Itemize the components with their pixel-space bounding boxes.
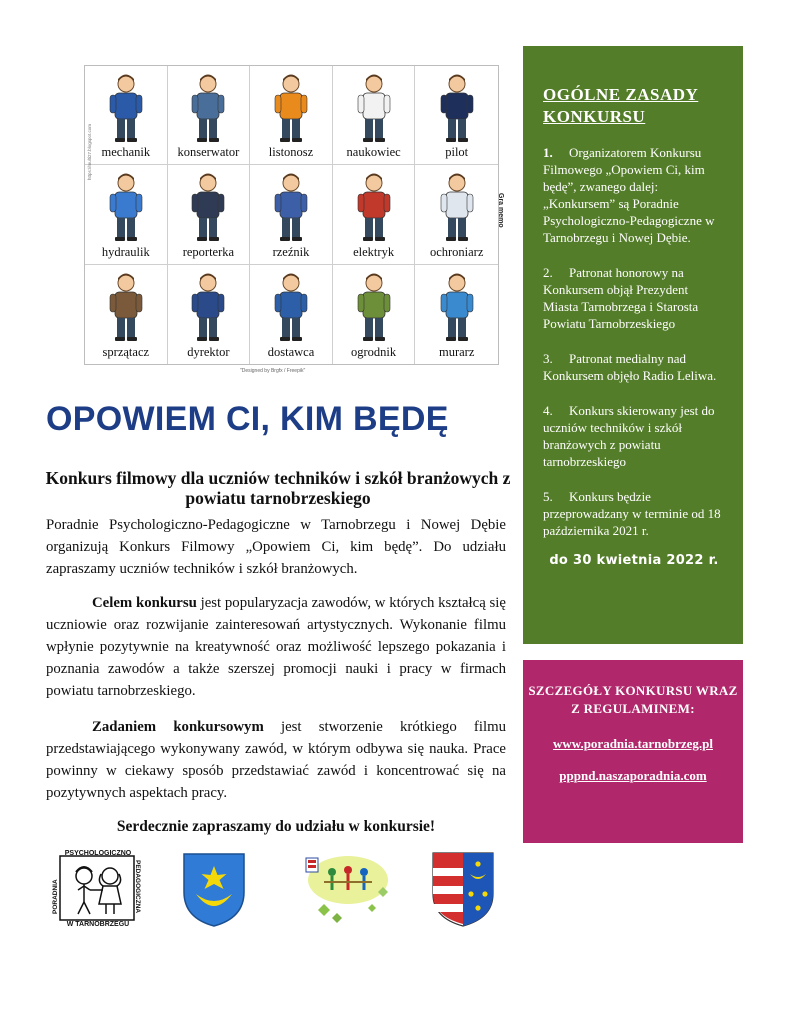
logo-text-left: PORADNIA [52,879,59,914]
logo-text-top: PSYCHOLOGICZNO [64,850,132,857]
powiat-tarnobrzeski-coat-of-arms [430,850,496,928]
occupation-label: murarz [438,345,475,359]
worker-illustration-icon [103,171,149,243]
logo-text-right: PEDAGOGICZNA [134,860,141,914]
worker-illustration-icon [185,171,231,243]
occupation-label: naukowiec [346,145,401,160]
details-heading: SZCZEGÓŁY KONKURSU WRAZ Z REGULAMINEM: [528,683,738,716]
rule-number: 4. [543,403,553,418]
occupation-label: sprzątacz [102,345,150,359]
occupation-label: ogrodnik [351,345,397,359]
worker-illustration-icon [434,72,480,144]
worker-illustration-icon [185,72,231,144]
worker-illustration-icon [351,271,397,343]
worker-illustration-icon [268,271,314,343]
rule-text: Organizatorem Konkursu Filmowego „Opowiem Ci, kim będę”, zwanego dalej: „Konkursem” są Poradnie Psychologiczno-Pedagogiczne w Tarnobrzegu i Nowej Dębie. [543,145,715,245]
nowa-deba-poradnia-logo [298,852,392,930]
worker-illustration-icon [351,171,397,243]
rule-item [543,144,725,246]
occupation-label: ochroniarz [429,244,484,259]
worker-illustration-icon [434,271,480,343]
occupation-label: reporterka [182,244,235,259]
occupation-label: rzeźnik [272,244,310,259]
intro-paragraph: Poradnie Psychologiczno-Pedagogiczne w Tarnobrzegu i Nowej Dębie organizują Konkurs Filmowy „Opowiem Ci, kim będę”. Do udziału zapraszamy uczniów techników i szkół branżowych. [46,517,506,577]
website-link-nowa-deba[interactable]: pppnd.naszaporadnia.com [559,768,707,783]
occupation-card [415,265,498,364]
tarnobrzeg-coat-of-arms [180,850,248,928]
occupation-label: dyrektor [187,345,230,359]
occupation-label: dostawca [267,345,315,359]
grid-tag: Gra memo [497,193,504,228]
logo-text-bottom: W TARNOBRZEGU [66,921,130,928]
rule-item [543,350,725,384]
occupation-card [250,66,333,165]
occupation-card [333,165,416,264]
worker-illustration-icon [351,72,397,144]
occupation-card [168,265,251,364]
page-title: OPOWIEM CI, KIM BĘDĘ [46,400,449,438]
rule-item [543,402,725,470]
rule-number: 5. [543,489,553,504]
task-text: jest stworzenie krótkiego filmu przedstawiającego wykonywany zawód, w którym odbywa się nauka. Prace powinny w ciekawy sposób przedstawiać zawód i koncentrować się na pozytywnych aspektach pracy. [46,719,506,801]
occupation-card [85,165,168,264]
details-panel [523,660,743,843]
occupation-card [333,66,416,165]
occupation-card [415,66,498,165]
grid-source-url: https://multi27.blogspot.com [87,123,92,180]
occupations-grid [84,65,499,365]
occupation-card [168,66,251,165]
website-link-tarnobrzeg[interactable]: www.poradnia.tarnobrzeg.pl [553,736,713,751]
ppp-tarnobrzeg-logo [50,848,142,928]
occupation-card [250,265,333,364]
goal-lead: Celem konkursu [92,595,197,611]
rule-text: Konkurs będzie przeprowadzany w terminie od 18 października 2021 r. [543,489,721,538]
rule-number: 2. [543,265,553,280]
worker-illustration-icon [268,72,314,144]
occupation-label: mechanik [101,145,151,160]
rules-panel [523,46,743,644]
occupation-card [415,165,498,264]
occupation-label: pilot [445,145,469,160]
rules-list [543,144,725,539]
worker-illustration-icon [434,171,480,243]
occupation-card [85,66,168,165]
goal-text: jest popularyzacja zawodów, w których kształcą się uczniowie oraz rozwijanie zainteresowań artystycznych. Wykonanie filmu wpłynie pozytywnie na kreatywność oraz możliwość lepszego pokazania i poznania zawodów a także szerszej promocji nauki i pracy w firmach powiatu tarnobrzeskiego. [46,595,506,699]
rules-heading: OGÓLNE ZASADY KONKURSU [543,85,699,126]
task-lead: Zadaniem konkursowym [92,719,264,735]
subtitle: Konkurs filmowy dla uczniów techników i szkół branżowych z powiatu tarnobrzeskiego [45,468,511,508]
rule-text: Patronat medialny nad Konkursem objęło Radio Leliwa. [543,351,717,383]
worker-illustration-icon [185,271,231,343]
occupation-label: elektryk [353,244,395,259]
closing-invitation: Serdecznie zapraszamy do udziału w konkursie! [116,818,436,835]
occupation-label: hydraulik [101,244,150,259]
worker-illustration-icon [268,171,314,243]
occupation-card [168,165,251,264]
occupation-label: listonosz [268,145,314,160]
occupation-card [333,265,416,364]
occupation-card [250,165,333,264]
rule-text: Konkurs skierowany jest do uczniów techników i szkół branżowych z powiatu tarnobrzeskiego [543,403,715,469]
occupation-card [85,265,168,364]
goal-paragraph [46,592,506,702]
rule-item [543,264,725,332]
rule-number: 1. [543,145,553,160]
occupation-label: konserwator [177,145,240,160]
rule-item [543,488,725,539]
rule-text: Patronat honorowy na Konkursem objął Prezydent Miasta Tarnobrzega i Starosta Powiatu Tarnobrzeskiego [543,265,699,331]
worker-illustration-icon [103,72,149,144]
worker-illustration-icon [103,271,149,343]
grid-credit: "Designed by Brgfx / Freepik" [240,368,306,374]
deadline: do 30 kwietnia 2022 r. [549,553,719,568]
task-paragraph [46,716,506,804]
rule-number: 3. [543,351,553,366]
